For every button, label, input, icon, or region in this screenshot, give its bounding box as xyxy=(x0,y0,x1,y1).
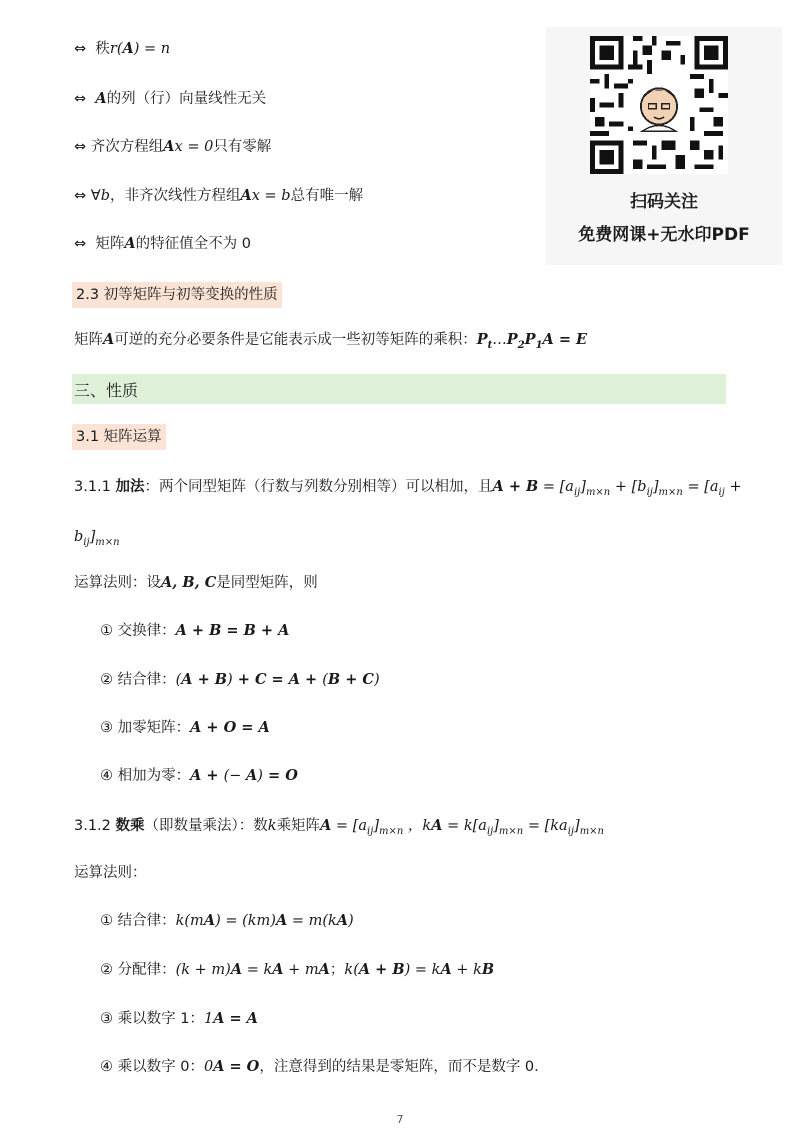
page-number: 7 xyxy=(396,1113,404,1126)
equiv-homogeneous: ⇔ 齐次方程组Ax = 0只有零解 xyxy=(74,138,272,155)
qr-code-image[interactable] xyxy=(590,36,728,174)
invertible-condition: 矩阵A可逆的充分必要条件是它能表示成一些初等矩阵的乘积：$P_t\dots P_2P_1A = E$ xyxy=(74,331,588,351)
addition-definition: 3.1.1 加法：两个同型矩阵（行数与列数分别相等）可以相加，且$A + B = [a_{ij}]_{m\times n} + [b_{ij}]_{m\times n} = [a_{ij}$ + xyxy=(74,478,742,498)
scalar-definition: 3.1.2 数乘（即数量乘法）：数k乘矩阵$A = [a_{ij}]_{m\times n}$ ，kA = $k[a_{ij}]_{m\times n} = [ka_{ij}]_{m\times n}$ xyxy=(74,817,604,837)
scalar-rule-zero: ④ 乘以数字 0：0A = O，注意得到的结果是零矩阵，而不是数字 0. xyxy=(100,1058,539,1075)
qr-panel xyxy=(546,27,782,265)
equiv-nonhomogeneous: ⇔ ∀b，非齐次线性方程组Ax = b总有唯一解 xyxy=(74,187,364,204)
addition-rule-zero: ③ 加零矩阵：A + O = A xyxy=(100,719,270,736)
scalar-rules-intro: 运算法则： xyxy=(74,865,147,881)
qr-caption-follow: 扫码关注 xyxy=(630,192,698,212)
section-2-3-heading: 2.3 初等矩阵与初等变换的性质 xyxy=(72,282,282,308)
addition-rule-associative: ② 结合律：(A + B) + C = A + (B + C) xyxy=(100,671,380,688)
scalar-rule-distributive: ② 分配律：(k + m)A = kA + mA；k(A + B) = kA + kB xyxy=(100,961,495,978)
addition-definition-cont: $b_{ij}]_{m\times n}$ xyxy=(74,529,120,548)
addition-rules-intro: 运算法则：设A, B, C是同型矩阵，则 xyxy=(74,574,318,591)
scalar-rule-associative: ① 结合律：k(mA) = (km)A = m(kA) xyxy=(100,912,354,929)
section-3-1-heading: 3.1 矩阵运算 xyxy=(72,424,166,450)
scalar-rule-one: ③ 乘以数字 1：1A = A xyxy=(100,1010,258,1027)
equiv-rank: ⇔ 秩r(A) = n xyxy=(74,40,171,57)
addition-rule-negative: ④ 相加为零：A + (− A) = O xyxy=(100,767,298,784)
addition-rule-commutative: ① 交换律：A + B = B + A xyxy=(100,622,290,639)
equiv-vectors-independent: ⇔ A的列（行）向量线性无关 xyxy=(74,90,267,107)
equiv-eigenvalues: ⇔ 矩阵A的特征值全不为 0 xyxy=(74,235,251,252)
section-3-heading: 三、性质 xyxy=(72,374,726,404)
qr-caption-free-course: 免费网课+无水印PDF xyxy=(578,225,750,245)
